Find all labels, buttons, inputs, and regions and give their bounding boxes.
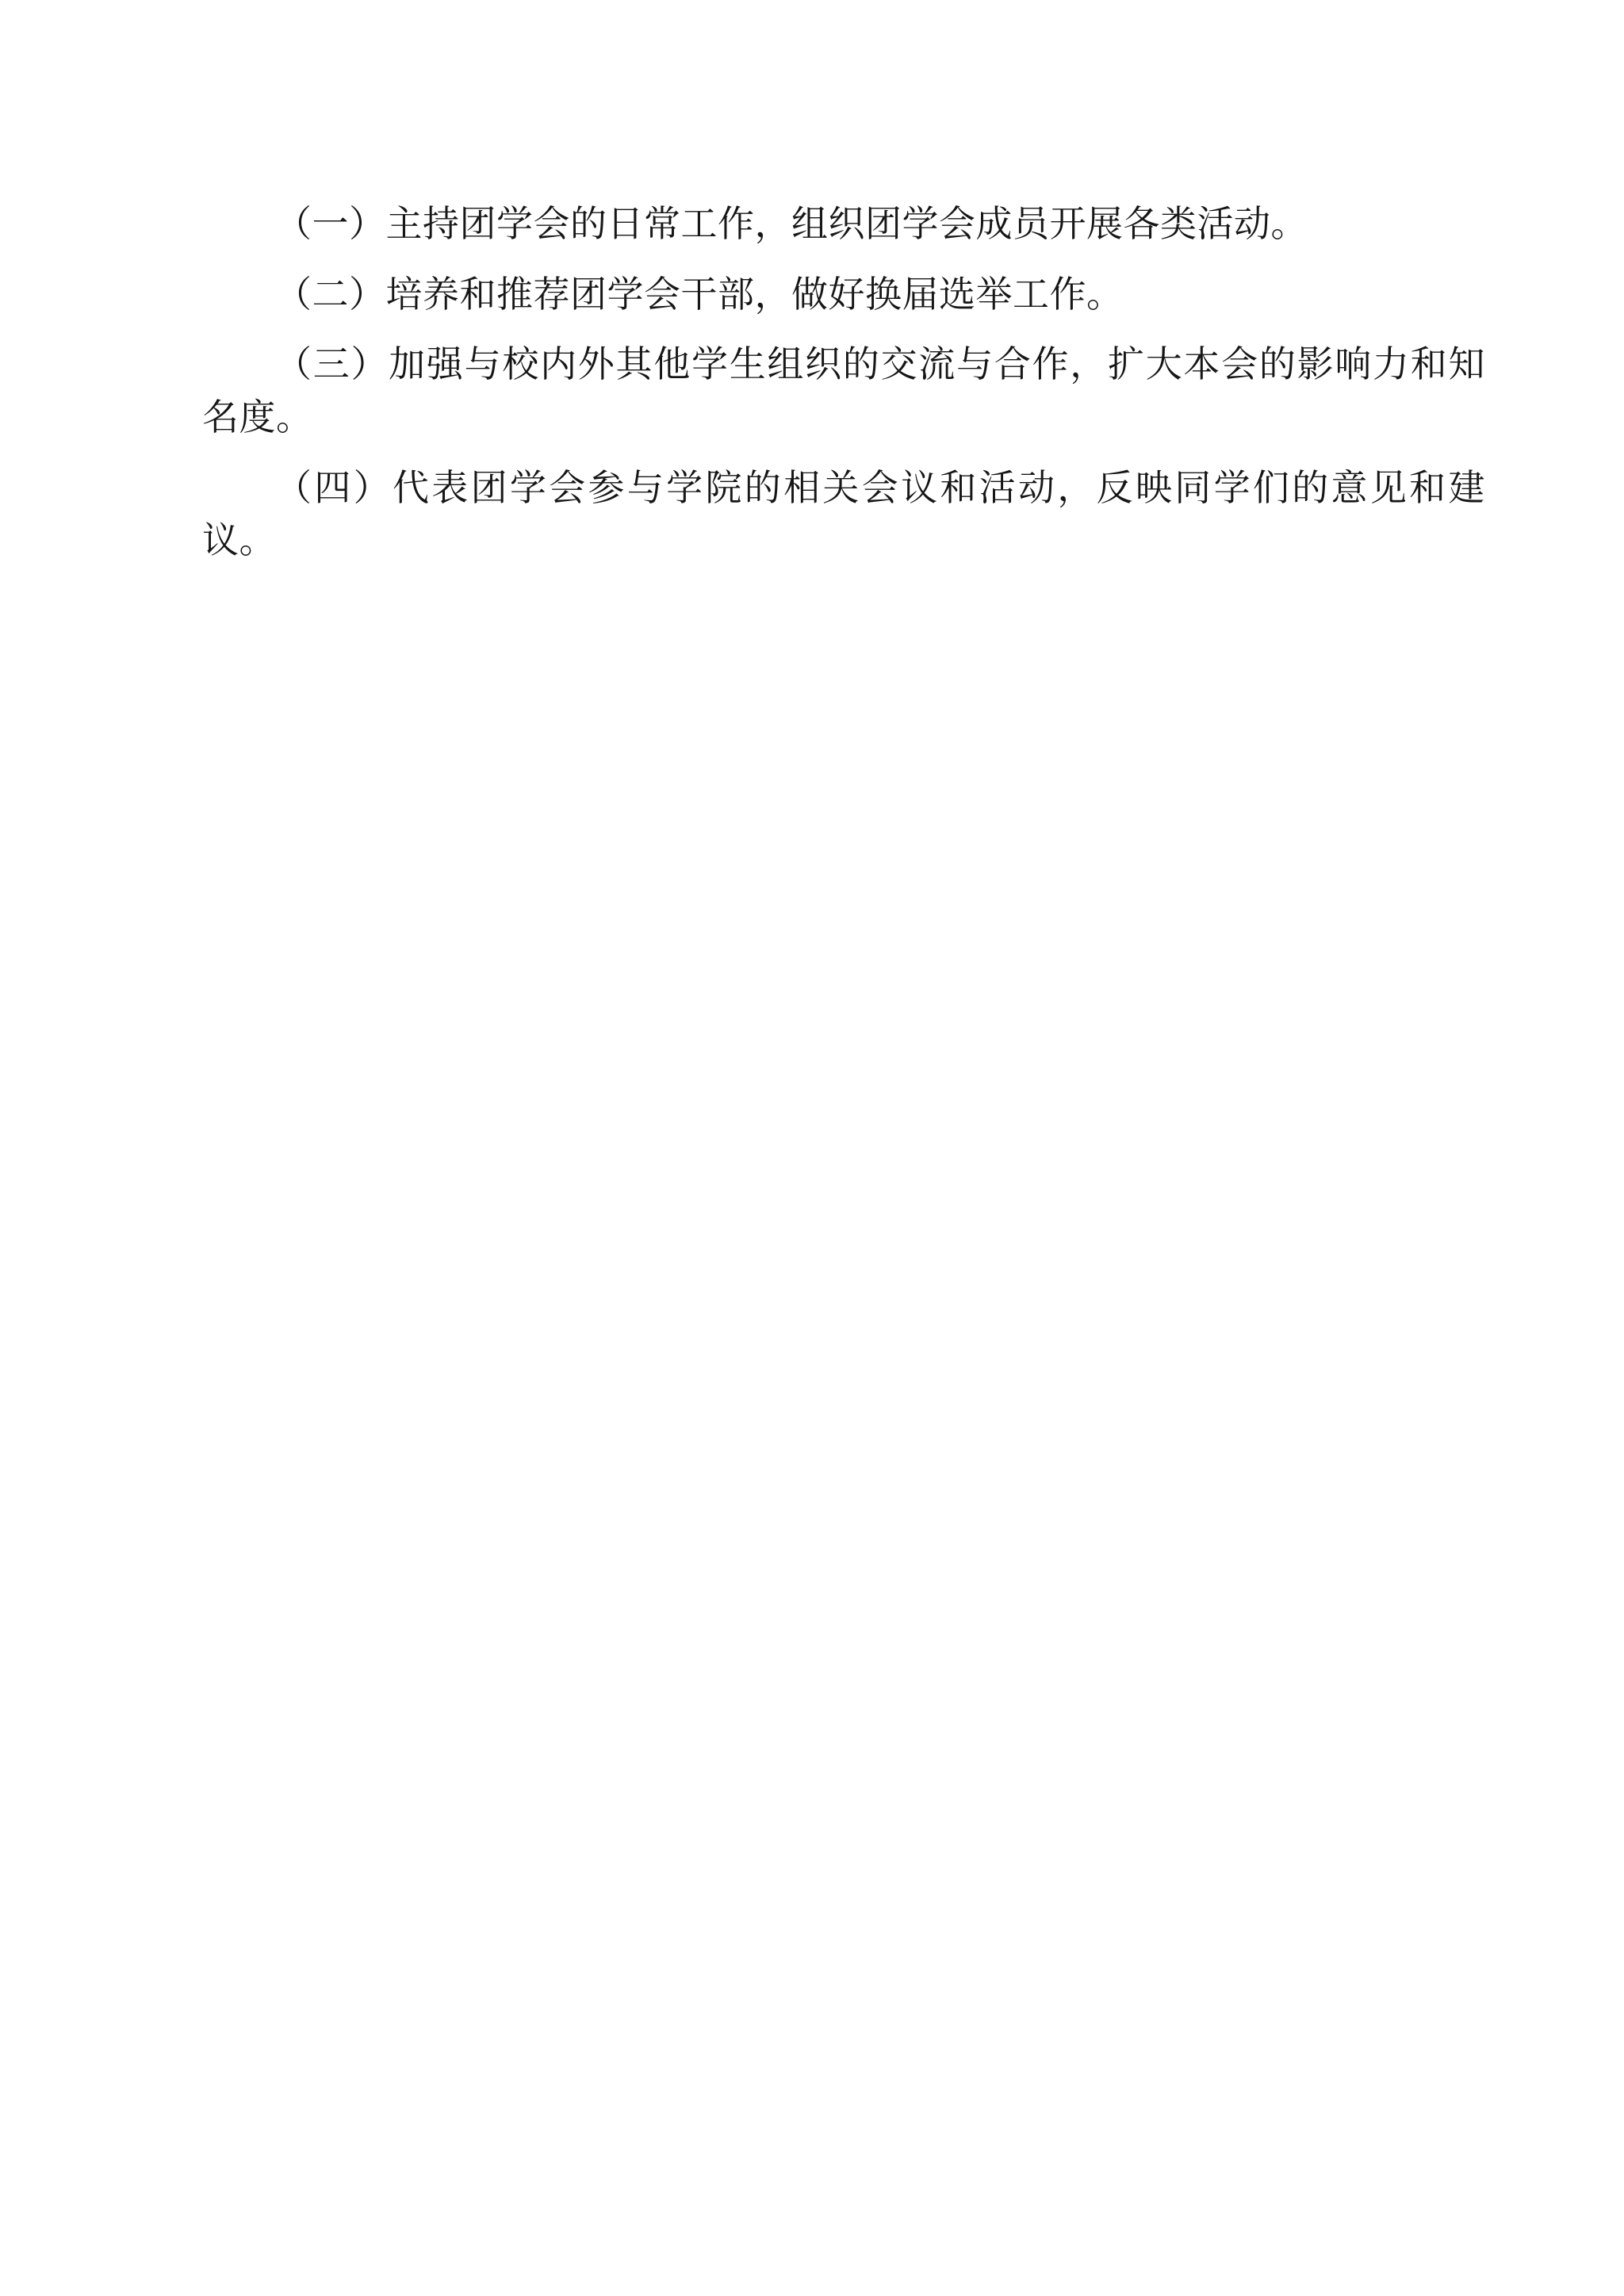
document-body	[202, 198, 1485, 568]
paragraph-item-3: （三）加强与校内外其他学生组织的交流与合作，扩大本会的影响力和知名度。	[202, 344, 1485, 438]
paragraph-item-2: （二）培养和推荐团学会干部，做好换届选举工作。	[275, 274, 1124, 315]
paragraph-item-1: （一）主持团学会的日常工作，组织团学会成员开展各类活动。	[275, 204, 1308, 244]
paragraph-item-4: （四）代表团学会参与学院的相关会议和活动，反映同学们的意见和建议。	[202, 467, 1485, 561]
